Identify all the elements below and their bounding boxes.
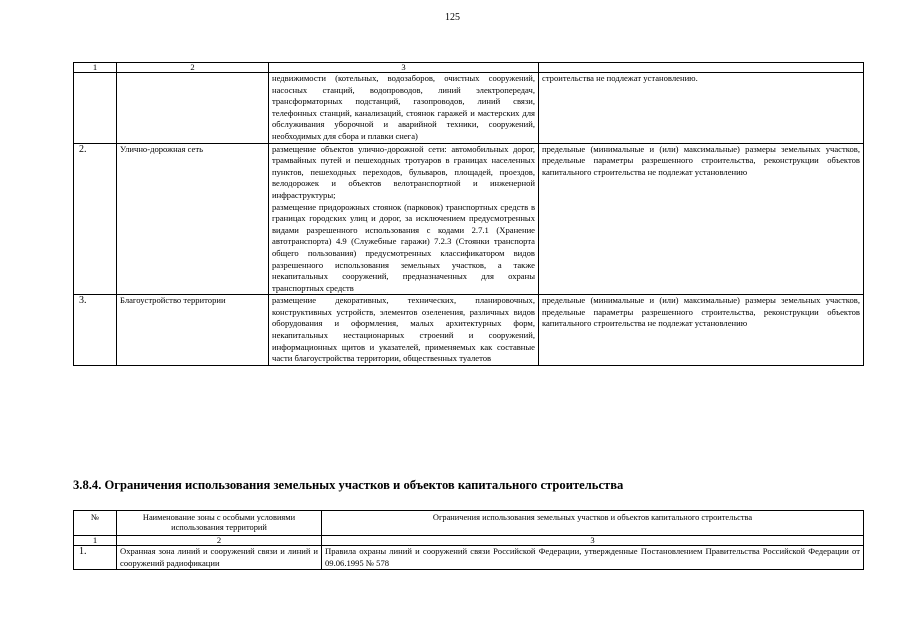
- use-type-name: Благоустройство территории: [117, 295, 269, 366]
- column-index: 3: [269, 63, 539, 73]
- section-heading: 3.8.4. Ограничения использования земельных участков и объектов капитального строительства: [73, 478, 624, 492]
- column-index: 2: [117, 536, 322, 546]
- parameter-limits: предельные (минимальные и (или) максимальные) размеры земельных участков, предельные параметры разрешенного строительства, реконструкции объектов капитального строительства не подлежат установлению: [539, 295, 864, 366]
- parameter-limits: строительства не подлежат установлению.: [539, 73, 864, 144]
- use-type-description: недвижимости (котельных, водозаборов, очистных сооружений, насосных станций, водопроводов, линий электропередач, трансформаторных подстанций, газопроводов, линий связи, телефонных станций, канализаций, стоянок гаражей и мастерских для обслуживания уборочной и аварийной техники, сооружений, необходимых для сбора и плавки снега): [269, 73, 539, 144]
- table-header-row: [74, 511, 864, 536]
- restrictions-table: [73, 510, 864, 570]
- column-index: 1: [74, 536, 117, 546]
- table-index-row: [74, 536, 864, 546]
- column-index: 2: [117, 63, 269, 73]
- page-number: 125: [445, 12, 460, 23]
- table-row: [74, 73, 864, 144]
- land-use-table: [73, 62, 864, 366]
- use-type-description: размещение объектов улично-дорожной сети: автомобильных дорог, трамвайных путей и пешеходных тротуаров в границах населенных пунктов, пешеходных переходов, бульваров, площадей, проездов, велодорожек и объектов велотранспортной и инженерной инфраструктуры; размещение придорожных стоянок (парковок) транспортных средств в границах городских улиц и дорог, за исключением предусмотренных видами разрешенного использования с кодами 2.7.1 (Хранение автотранспорта) 4.9 (Служебные гаражи) 7.2.3 (Стоянки транспорта общего пользования) предусмотренных классификатором видов разрешенного использования земельных участков, а также некапитальных сооружений, предназначенных для охраны транспортных средств: [269, 143, 539, 295]
- column-index: 3: [322, 536, 864, 546]
- column-index: 1: [74, 63, 117, 73]
- use-type-name: Улично-дорожная сеть: [117, 143, 269, 295]
- table-header-row: [74, 63, 864, 73]
- row-number: [74, 73, 117, 144]
- column-index: [539, 63, 864, 73]
- use-type-description: размещение декоративных, технических, планировочных, конструктивных устройств, элементов озеленения, различных видов оборудования и оформления, малых архитектурных форм, некапитальных нестационарных строений и сооружений, информационных щитов и указателей, применяемых как составные части благоустройства территории, общественных туалетов: [269, 295, 539, 366]
- header-restrictions: Ограничения использования земельных участков и объектов капитального строительства: [322, 511, 864, 536]
- row-number: 1.: [74, 546, 117, 570]
- parameter-limits: предельные (минимальные и (или) максимальные) размеры земельных участков, предельные параметры разрешенного строительства, реконструкции объектов капитального строительства не подлежат установлению: [539, 143, 864, 295]
- use-type-name: [117, 73, 269, 144]
- table-row: [74, 546, 864, 570]
- row-number: 2.: [74, 143, 117, 295]
- row-number: 3.: [74, 295, 117, 366]
- table-row: [74, 295, 864, 366]
- header-zone-name: Наименование зоны с особыми условиями использования территорий: [117, 511, 322, 536]
- zone-restrictions: Правила охраны линий и сооружений связи Российской Федерации, утвержденные Постановлением Правительства Российской Федерации от 09.06.1995 № 578: [322, 546, 864, 570]
- header-number: №: [74, 511, 117, 536]
- table-row: [74, 143, 864, 295]
- zone-name: Охранная зона линий и сооружений связи и линий и сооружений радиофикации: [117, 546, 322, 570]
